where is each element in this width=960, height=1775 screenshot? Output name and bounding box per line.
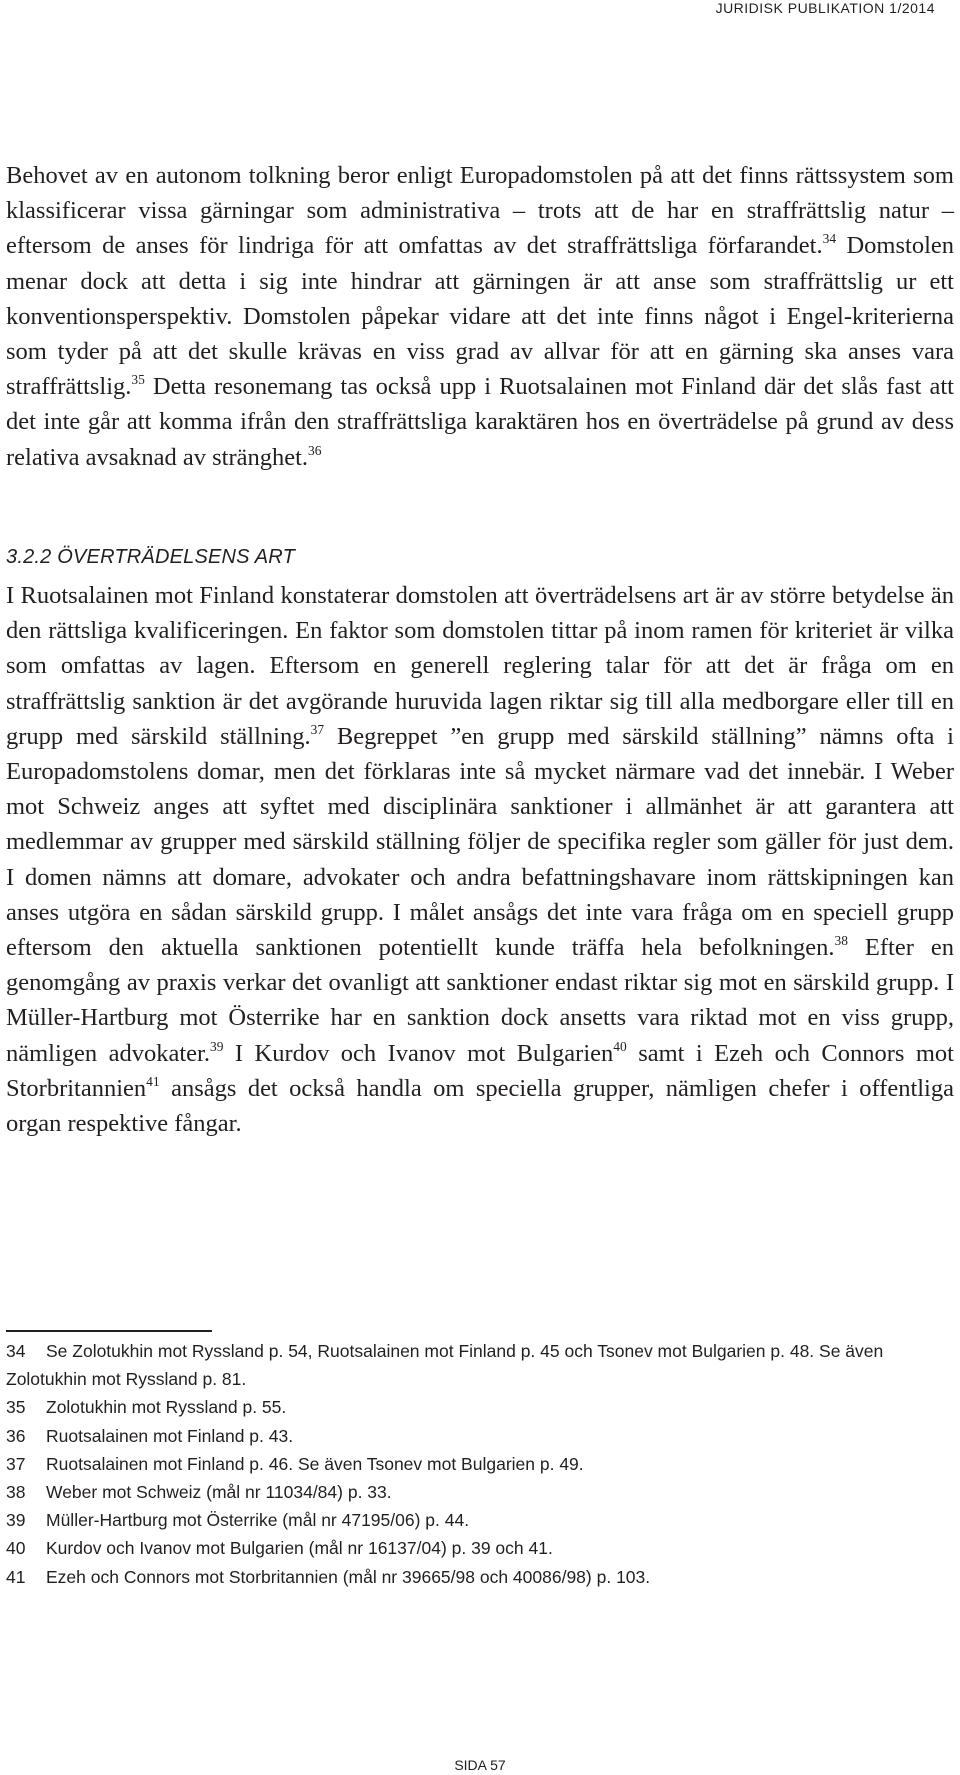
footnote-text: Ruotsalainen mot Finland p. 46. Se även Tsonev mot Bulgarien p. 49. — [46, 1453, 584, 1474]
footnote-item — [6, 1337, 954, 1393]
section-heading: 3.2.2 ÖVERTRÄDELSENS ART — [6, 546, 295, 568]
paragraph-text: I Ruotsalainen mot Finland konstaterar domstolen att överträdelsens art är av större betydelse än den rättsliga kvalificeringen. En faktor som domstolen tittar på inom ramen för kriteriet är vilka som omfattas av lagen. Eftersom en generell reglering talar för att det är fråga om en straffrättslig sanktion är det avgörande huruvida lagen riktar sig till alla medborgare eller till en grupp med särskild ställning. — [6, 582, 954, 750]
footnote-item — [6, 1563, 954, 1591]
paragraph-text: Efter en genomgång av praxis verkar det ovanligt att sanktioner endast riktar sig mot en särskild grupp. I Müller-Hartburg mot Österrike har en sanktion dock ansetts vara riktad mot en viss grupp, nämligen advokater. — [6, 934, 954, 1067]
footnote-item — [6, 1478, 954, 1506]
footnote-number: 40 — [6, 1538, 26, 1559]
footnote-ref-38[interactable]: 38 — [834, 932, 848, 948]
footnote-item — [6, 1506, 954, 1534]
paragraph-text: ansågs det också handla om speciella grupper, nämligen chefer i offentliga organ respektive fångar. — [6, 1074, 954, 1138]
page-number: SIDA 57 — [454, 1757, 506, 1773]
body-paragraph-2 — [6, 578, 954, 1141]
footnote-number: 37 — [6, 1453, 26, 1474]
footnote-ref-35[interactable]: 35 — [131, 372, 145, 388]
paragraph-text: Detta resonemang tas också upp i Ruotsalainen mot Finland där det slås fast att det inte går att komma ifrån den straffrättsliga karaktären hos en överträdelse på grund av dess relativa avsaknad av stränghet. — [6, 373, 954, 471]
running-header: JURIDISK PUBLIKATION 1/2014 — [715, 0, 935, 16]
paragraph-text: Behovet av en autonom tolkning beror enligt Europadomstolen på att det finns rättssystem som klassificerar vissa gärningar som administrativa – trots att de har en straffrättslig natur – eftersom de anses för lindriga för att omfattas av det straffrättsliga förfarandet. — [6, 162, 954, 260]
footnote-list — [6, 1337, 954, 1591]
footnote-ref-34[interactable]: 34 — [822, 231, 837, 247]
footnote-ref-39[interactable]: 39 — [209, 1038, 224, 1054]
footnote-number: 35 — [6, 1397, 26, 1418]
footnote-number: 39 — [6, 1510, 26, 1531]
footnote-ref-36[interactable]: 36 — [308, 442, 322, 458]
footnote-number: 41 — [6, 1566, 26, 1587]
paragraph-text: samt i Ezeh och Connors mot Storbritannien — [6, 1039, 954, 1102]
footnote-ref-37[interactable]: 37 — [310, 721, 325, 737]
footnote-item — [6, 1534, 954, 1562]
footnote-item — [6, 1450, 954, 1478]
footnote-number: 38 — [6, 1482, 26, 1503]
footnote-number: 36 — [6, 1425, 26, 1446]
footnote-text: Se Zolotukhin mot Ryssland p. 54, Ruotsalainen mot Finland p. 45 och Tsonev mot Bulgarien p. 48. Se även Zolotukhin mot Ryssland p. 81. — [6, 1341, 884, 1390]
footnote-text: Kurdov och Ivanov mot Bulgarien (mål nr 16137/04) p. 39 och 41. — [46, 1538, 553, 1559]
footnote-item — [6, 1422, 954, 1450]
footnote-item — [6, 1393, 954, 1421]
footnote-number: 34 — [6, 1341, 26, 1361]
paragraph-text: Domstolen menar dock att detta i sig inte hindrar att gärningen är att anse som straffrättslig ur ett konventionsperspektiv. Domstolen påpekar vidare att det inte finns något i Engel-kriterierna som tyder på att det skulle krävas en viss grad av allvar för att en gärning ska anses vara straffrättslig. — [6, 232, 954, 401]
footnote-text: Ezeh och Connors mot Storbritannien (mål nr 39665/98 och 40086/98) p. 103. — [46, 1566, 651, 1587]
body-paragraph-1 — [6, 158, 954, 475]
footnote-text: Weber mot Schweiz (mål nr 11034/84) p. 33. — [46, 1482, 392, 1503]
footnote-ref-40[interactable]: 40 — [613, 1038, 627, 1054]
paragraph-text: I Kurdov och Ivanov mot Bulgarien — [223, 1039, 614, 1067]
footnote-ref-41[interactable]: 41 — [146, 1073, 160, 1089]
footnote-separator — [6, 1330, 212, 1332]
footnote-text: Müller-Hartburg mot Österrike (mål nr 47195/06) p. 44. — [46, 1510, 470, 1531]
footnote-text: Ruotsalainen mot Finland p. 43. — [46, 1425, 294, 1446]
paragraph-text: Begreppet ”en grupp med särskild ställning” nämns ofta i Europadomstolens domar, men det förklaras inte så mycket närmare vad det innebär. I Weber mot Schweiz anges att syftet med disciplinära sanktioner i allmänhet är att garantera att medlemmar av grupper med särskild ställning följer de specifika regler som gäller för just dem. I domen nämns att domare, advokater och andra befattningshavare inom rättskipningen kan anses utgöra en sådan särskild grupp. I målet ansågs det inte vara fråga om en speciell grupp eftersom den aktuella sanktionen potentiellt kunde träffa hela befolkningen. — [6, 722, 954, 962]
footnote-text: Zolotukhin mot Ryssland p. 55. — [46, 1397, 287, 1418]
